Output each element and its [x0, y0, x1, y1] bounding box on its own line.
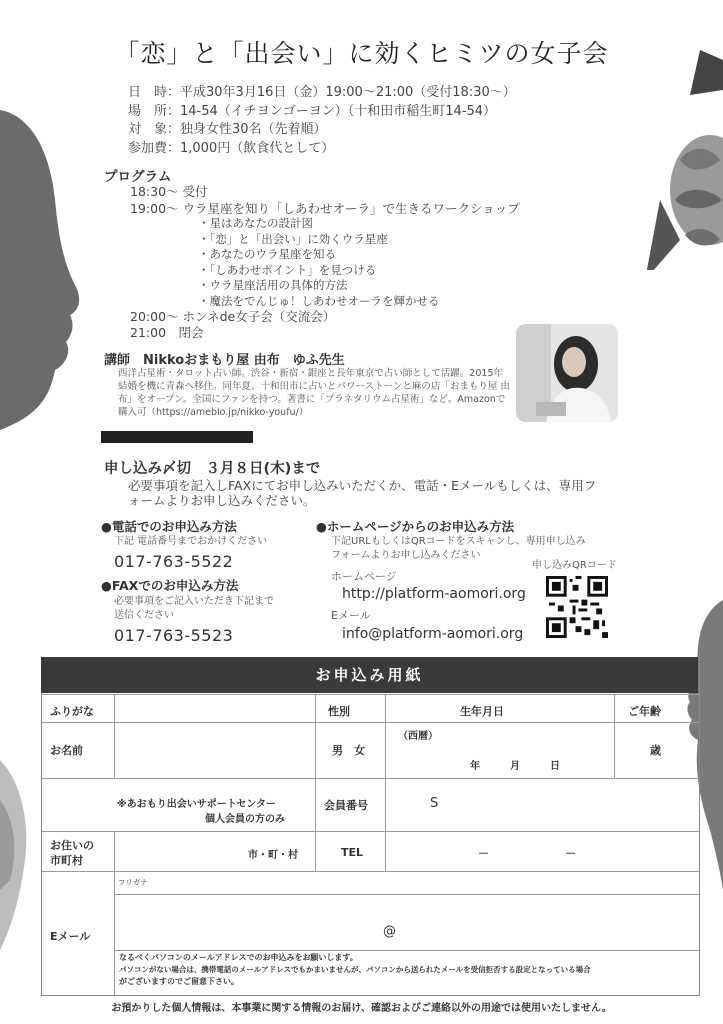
info-datetime: 日 時：平成30年3月16日（金）19:00～21:00（受付18:30～） [128, 85, 516, 100]
name-label: お名前 [50, 744, 83, 757]
program-subitem: ・「恋」と「出会い」に効くウラ星座 [198, 231, 388, 246]
program-line: 21:00 閉会 [130, 325, 204, 340]
program-subitem: ・「しあわせポイント」を見つける [198, 262, 377, 277]
city-field[interactable]: 市・町・村 [248, 850, 298, 861]
leaf-illustration [0, 760, 40, 950]
rose-illustration [640, 50, 723, 270]
deadline-title: 申し込み〆切 ３月８日(木)まで [104, 461, 321, 477]
email-input-field[interactable] [114, 895, 694, 948]
program-line: 19:00～ ウラ星座を知り「しあわせオーラ」で生きるワークショップ [130, 201, 520, 216]
fax-heading: ●FAXでのお申込み方法 [101, 578, 239, 593]
member-number-field[interactable]: S [430, 796, 439, 811]
fax-note: 必要事項をご記入いただき下記まで [114, 596, 274, 607]
program-subitems [198, 216, 440, 309]
info-target: 対 象：独身女性30名（先着順） [128, 122, 327, 137]
member-number-label: 会員番号 [324, 799, 368, 812]
address-label: お住いの [50, 839, 94, 852]
age-unit[interactable]: 歳 [650, 744, 661, 757]
era-label: （西暦） [398, 731, 438, 742]
program-subitem: ・あなたのウラ星座を知る [198, 247, 336, 261]
privacy-footer: お預かりした個人情報は、本事業に関する情報のお届け、確認およびご連絡以外の用途では使用いたしません。 [111, 1003, 612, 1014]
program-line: 18:30～ 受付 [130, 184, 208, 199]
lecturer-heading: 講師 Nikkoおまもり屋 由布 ゆふ先生 [104, 353, 345, 368]
birthdate-ymd[interactable]: 年 月 日 [470, 761, 560, 772]
homepage-label: ホームページ [331, 570, 397, 583]
tel-separator: － [478, 847, 489, 860]
face-silhouette-left [0, 110, 90, 430]
phone-number[interactable]: 017-763-5522 [114, 552, 234, 571]
program-line: 20:00～ ホンネde女子会（交流会） [130, 309, 336, 324]
email-furigana-label: フリガナ [118, 878, 148, 887]
event-info [128, 84, 516, 158]
email-label: Eメール [331, 609, 371, 622]
page-title: 「恋」と「出会い」に効くヒミツの女子会 [114, 39, 609, 68]
tel-label: TEL [341, 846, 364, 859]
age-label: ご年齢 [628, 705, 661, 718]
web-note: 下記URLもしくはQRコードをスキャンし、専用申し込み [331, 536, 586, 547]
member-note: 個人会員の方のみ [205, 814, 285, 825]
web-heading: ●ホームページからのお申込み方法 [316, 519, 515, 534]
phone-note: 下記 電話番号までおかけください [114, 536, 268, 547]
email-at-sign: @ [383, 924, 396, 939]
program-heading: プログラム [104, 169, 172, 185]
email-field-label: Eメール [50, 930, 91, 943]
name-field[interactable] [114, 722, 314, 777]
program-subitem: ・ウラ星座活用の具体的方法 [198, 278, 348, 292]
web-note: フォームよりお申し込みください [331, 550, 481, 561]
program-subitem: ・星はあなたの設計図 [198, 216, 313, 230]
email-note: パソコンがない場合は、携帯電話のメールアドレスでもかまいませんが、パソコンから送られたメールを受信拒否する設定となっている場合 [119, 965, 591, 974]
info-fee: 参加費：1,000円（飲食代として） [128, 140, 335, 156]
fax-number[interactable]: 017-763-5523 [114, 626, 234, 645]
program-schedule [130, 183, 520, 217]
qr-label: 申し込みQRコード [532, 560, 617, 571]
form-title: お申込み用紙 [41, 657, 698, 693]
qr-code[interactable] [546, 576, 608, 638]
email-address[interactable]: info@platform-aomori.org [342, 626, 524, 642]
fax-note: 送信ください [114, 610, 174, 621]
sex-label: 性別 [328, 705, 350, 718]
address-label: 市町村 [50, 854, 83, 867]
furigana-label: ふりがな [50, 705, 94, 718]
phone-heading: ●電話でのお申込み方法 [101, 519, 237, 534]
lecturer-bio: 西洋占星術・タロット占い師。渋谷・新宿・銀座と長年東京で占い師として活躍。2015年結婚を機に青森へ移住。同年夏、十和田市に占いとパワーストーンと麻の店「おまもり屋 由布」をオープン。全国にファンを持つ。著書に「プラネタリウム占星術」など。Amazonで購入可（https://ameblo.jp/nikko-youfu/） [118, 368, 510, 418]
homepage-url[interactable]: http://platform-aomori.org [342, 586, 526, 602]
tel-separator: － [565, 847, 576, 860]
program-subitem: ・魔法をでんじゅ！しあわせオーラを輝かせる [198, 293, 440, 308]
birthdate-label: 生年月日 [460, 705, 504, 718]
member-note: ※あおもり出会いサポートセンター [117, 799, 277, 810]
info-venue: 場 所：14-54（イチヨンゴーヨン）（十和田市稲生町14-54） [128, 103, 497, 119]
email-furigana-field[interactable] [114, 873, 694, 891]
sex-options[interactable]: 男 女 [332, 744, 365, 757]
deadline-description: 必要事項を記入しFAXにてお申し込みいただくか、電話・Eメールもしくは、専用フォームよりお申し込みください。 [128, 478, 597, 508]
lecturer-photo [516, 324, 618, 422]
program-schedule-later [130, 309, 335, 341]
tel-field[interactable] [386, 834, 696, 870]
divider-bar [101, 431, 253, 443]
furigana-field[interactable] [114, 694, 314, 721]
email-note: なるべくパソコンのメールアドレスでのお申込みをお願いします。 [119, 953, 358, 962]
email-note: がございますのでご留意下さい。 [119, 977, 239, 986]
